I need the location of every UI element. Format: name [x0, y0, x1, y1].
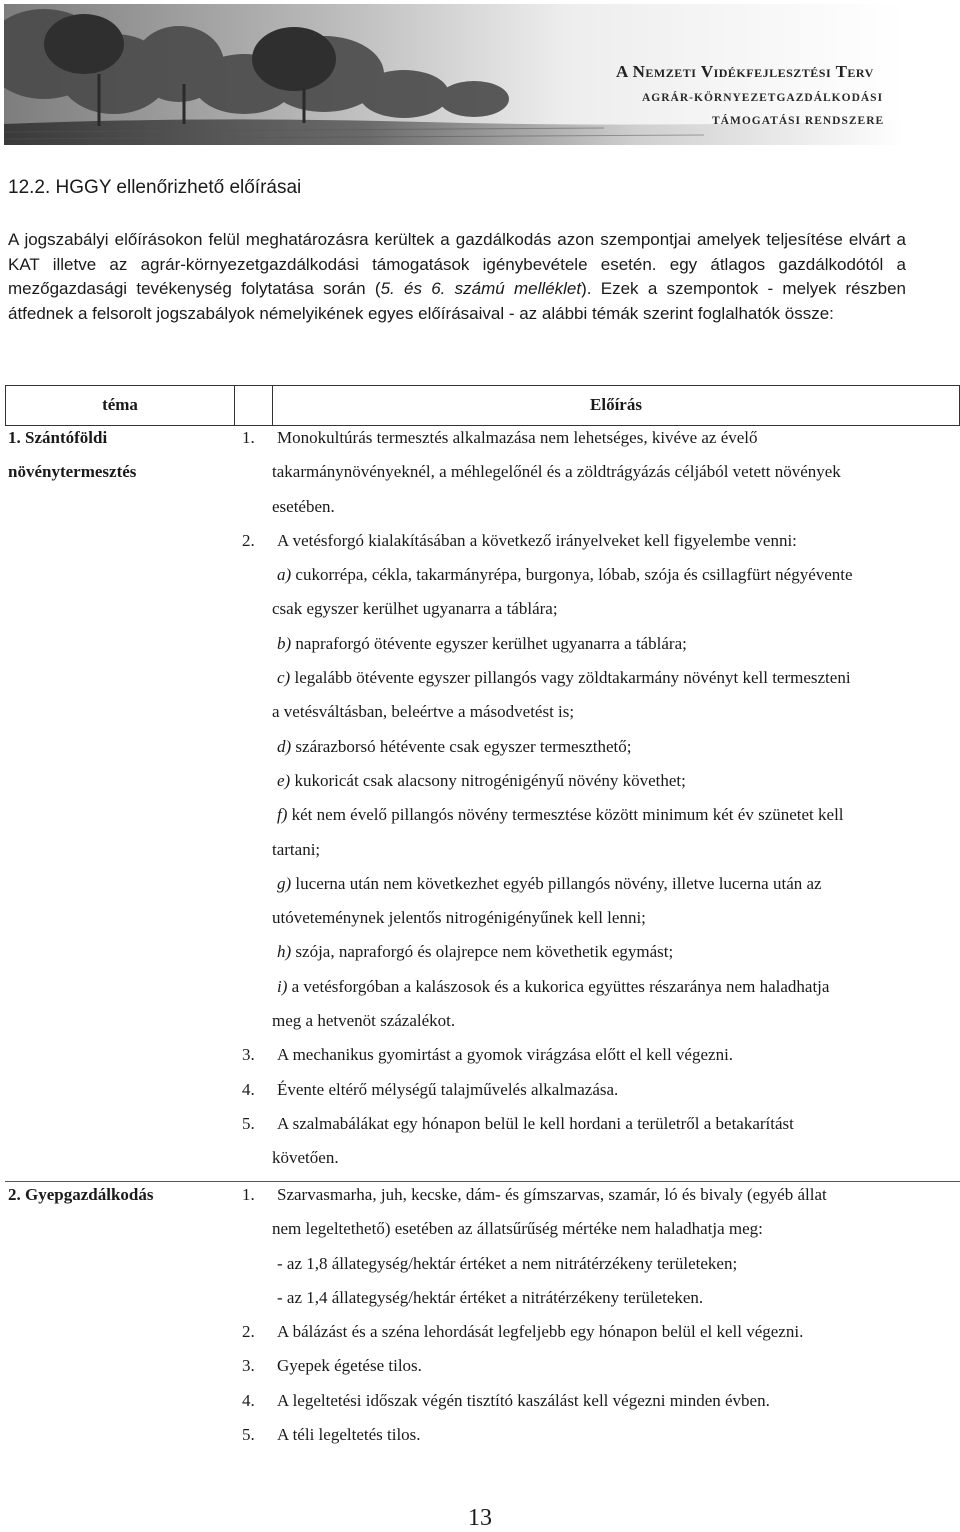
list-item-continued: utóveteménynek jelentős nitrogénigényűnek kell lenni;	[272, 908, 646, 928]
list-item: 5. A szalmabálákat egy hónapon belül le kell hordani a területről a betakarítást	[242, 1113, 794, 1133]
list-item-continued: nem legeltethető) esetében az állatsűrűség mértéke nem haladhatja meg:	[272, 1219, 763, 1239]
sub-item-e: e) kukoricát csak alacsony nitrogénigényű növény követhet;	[277, 770, 686, 790]
topic-arable-line1: 1. Szántóföldi	[8, 428, 108, 447]
list-item: 2. A bálázást és a széna lehordását legfeljebb egy hónapon belül el kell végezni.	[242, 1322, 804, 1342]
sub-item-a: a) cukorrépa, cékla, takarmányrépa, burgonya, lóbab, szója és csillagfürt négyévente	[277, 565, 853, 585]
sub-item-i: i) a vetésforgóban a kalászosok és a kukorica együttes részaránya nem haladhatja	[277, 976, 830, 996]
plan-subtitle-line2: TÁMOGATÁSI RENDSZERE	[712, 115, 885, 127]
column-header-rule: Előírás	[272, 385, 960, 426]
page-number: 13	[468, 1505, 492, 1531]
list-item-continued: csak egyszer kerülhet ugyanarra a táblára;	[272, 599, 558, 619]
list-item: 2. A vetésforgó kialakításában a következő irányelveket kell figyelembe venni:	[242, 530, 797, 550]
dash-item: - az 1,8 állategység/hektár értéket a nem nitrátérzékeny területeken;	[277, 1253, 738, 1273]
sub-item-f: f) két nem évelő pillangós növény termesztése között minimum két év szünetet kell	[277, 805, 844, 825]
list-item: 3. A mechanikus gyomirtást a gyomok virágzása előtt el kell végezni.	[242, 1045, 734, 1065]
sub-item-d: d) szárazborsó hétévente csak egyszer termeszthető;	[277, 736, 632, 756]
list-item: 4. A legeltetési időszak végén tisztító kaszálást kell végezni minden évben.	[242, 1390, 770, 1410]
plan-title: A Nemzeti Vidékfejlesztési Terv	[616, 62, 874, 81]
list-item: 1. Szarvasmarha, juh, kecske, dám- és gímszarvas, szamár, ló és bivaly (egyéb állat	[242, 1185, 827, 1204]
intro-paragraph	[8, 228, 906, 326]
list-item: 5. A téli legeltetés tilos.	[242, 1425, 421, 1445]
list-item-continued: követően.	[272, 1148, 339, 1168]
annex-reference: 5. és 6. számú melléklet	[380, 279, 582, 299]
dash-item: - az 1,4 állategység/hektár értéket a nitrátérzékeny területeken.	[277, 1287, 704, 1307]
topic-arable-line2: növénytermesztés	[8, 462, 137, 482]
intro-part2: ). Ezek a szempontok - melyek részben átfednek a felsorolt jogszabályok némelyikének egyes előírásaival - az alábbi témák szerint foglalhatók össze:	[8, 279, 907, 323]
sub-item-b: b) napraforgó ötévente egyszer kerülhet ugyanarra a táblára;	[277, 633, 687, 653]
list-item-continued: a vetésváltásban, beleértve a másodvetést is;	[272, 702, 575, 722]
header-banner	[4, 4, 907, 145]
list-item-continued: tartani;	[272, 839, 321, 859]
rules-grassland	[242, 1178, 958, 1452]
sub-item-c: c) legalább ötévente egyszer pillangós vagy zöldtakarmány növényt kell termeszteni	[277, 668, 851, 688]
list-item-continued: esetében.	[272, 496, 335, 516]
sub-item-g: g) lucerna után nem következhet egyéb pillangós növény, illetve lucerna után az	[277, 873, 822, 893]
column-header-spacer	[235, 385, 272, 426]
list-item-continued: meg a hetvenöt százalékot.	[272, 1011, 456, 1031]
topic-grassland: 2. Gyepgazdálkodás	[8, 1185, 154, 1204]
topic-arable	[8, 421, 136, 490]
list-item-continued: takarmánynövényeknél, a méhlegelőnél és a zöldtrágyázás céljából vetett növények	[272, 462, 841, 482]
sub-item-h: h) szója, napraforgó és olajrepce nem követhetik egymást;	[277, 942, 674, 962]
list-item: 3. Gyepek égetése tilos.	[242, 1356, 422, 1376]
column-header-topic: téma	[5, 385, 235, 426]
list-item: 1. Monokultúrás termesztés alkalmazása nem lehetséges, kivéve az évelő	[242, 428, 758, 447]
rules-arable	[242, 421, 958, 1176]
intro-part1: A jogszabályi előírásokon felül meghatározásra kerültek a gazdálkodás azon szempontjai amelyek teljesítése elvárt a KAT illetve az agrár-környezetgazdálkodási támogatások igénybevétele esetén. egy átlagos gazdálkodótól a mezőgazdasági tevékenység folytatása során (	[8, 230, 906, 299]
section-title: 12.2. HGGY ellenőrizhető előírásai	[8, 177, 302, 198]
list-item: 4. Évente eltérő mélységű talajművelés alkalmazása.	[242, 1079, 619, 1099]
plan-subtitle-line1: AGRÁR-KÖRNYEZETGAZDÁLKODÁSI	[642, 92, 884, 104]
